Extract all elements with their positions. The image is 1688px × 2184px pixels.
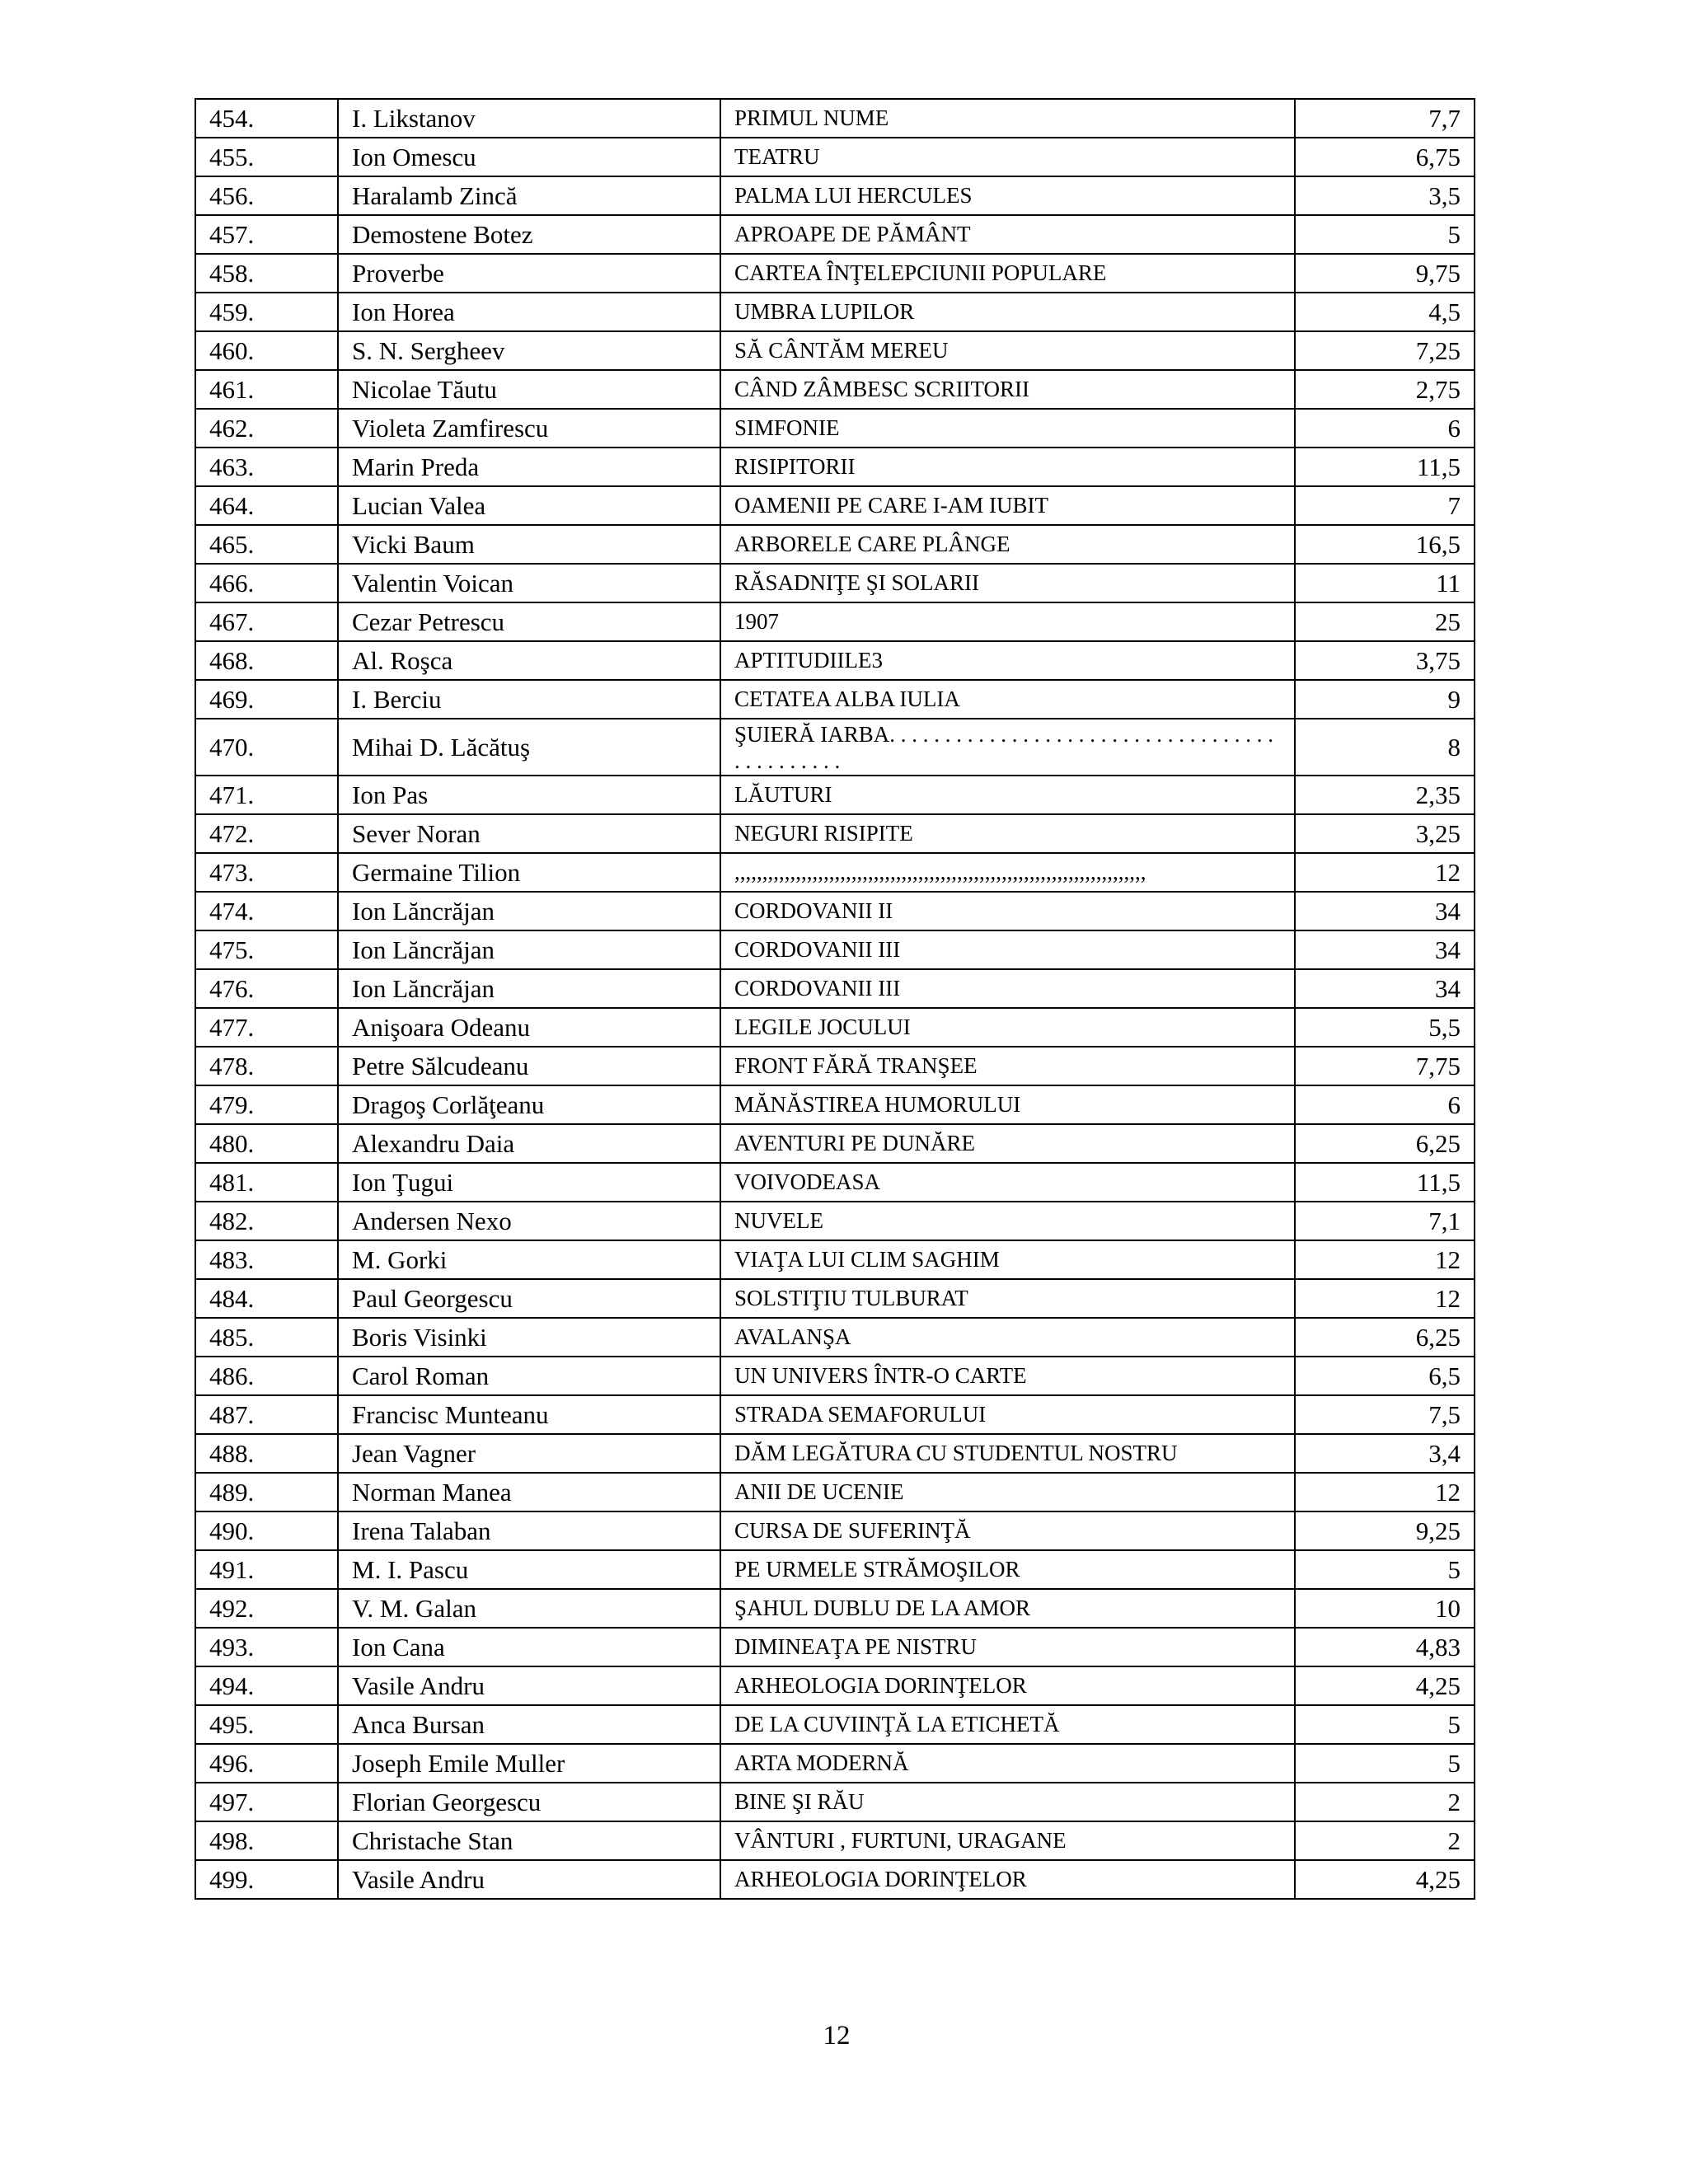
table-row xyxy=(195,331,1475,370)
title-cell: AVENTURI PE DUNĂRE xyxy=(720,1124,1295,1163)
table-row xyxy=(195,1628,1475,1666)
author-cell: Anişoara Odeanu xyxy=(338,1008,720,1047)
title-cell: SIMFONIE xyxy=(720,409,1295,448)
price-cell: 2 xyxy=(1295,1821,1475,1860)
price-cell: 12 xyxy=(1295,1279,1475,1318)
table-row xyxy=(195,1511,1475,1550)
row-number: 491. xyxy=(195,1550,338,1589)
table-row xyxy=(195,409,1475,448)
author-cell: Ion Lăncrăjan xyxy=(338,969,720,1008)
price-cell: 3,4 xyxy=(1295,1434,1475,1473)
row-number: 474. xyxy=(195,892,338,930)
title-cell: DE LA CUVIINŢĂ LA ETICHETĂ xyxy=(720,1705,1295,1744)
price-cell: 4,5 xyxy=(1295,293,1475,331)
price-cell: 7,1 xyxy=(1295,1202,1475,1240)
row-number: 466. xyxy=(195,564,338,602)
author-cell: Carol Roman xyxy=(338,1357,720,1395)
price-cell: 2,75 xyxy=(1295,370,1475,409)
author-cell: Ion Pas xyxy=(338,776,720,814)
author-cell: Cezar Petrescu xyxy=(338,602,720,641)
author-cell: Ion Horea xyxy=(338,293,720,331)
author-cell: I. Likstanov xyxy=(338,99,720,138)
title-cell: STRADA SEMAFORULUI xyxy=(720,1395,1295,1434)
price-cell: 34 xyxy=(1295,969,1475,1008)
row-number: 482. xyxy=(195,1202,338,1240)
author-cell: Vasile Andru xyxy=(338,1860,720,1899)
price-cell: 9,75 xyxy=(1295,254,1475,293)
row-number: 493. xyxy=(195,1628,338,1666)
price-cell: 7 xyxy=(1295,486,1475,525)
title-cell: ANII DE UCENIE xyxy=(720,1473,1295,1511)
table-row xyxy=(195,370,1475,409)
table-row xyxy=(195,1357,1475,1395)
table-row xyxy=(195,176,1475,215)
author-cell: V. M. Galan xyxy=(338,1589,720,1628)
table-row xyxy=(195,1434,1475,1473)
table-body xyxy=(195,99,1475,1899)
row-number: 490. xyxy=(195,1511,338,1550)
title-cell: CÂND ZÂMBESC SCRIITORII xyxy=(720,370,1295,409)
author-cell: Ion Omescu xyxy=(338,138,720,176)
row-number: 489. xyxy=(195,1473,338,1511)
price-cell: 4,83 xyxy=(1295,1628,1475,1666)
author-cell: Boris Visinki xyxy=(338,1318,720,1357)
price-cell: 11,5 xyxy=(1295,448,1475,486)
title-cell: NUVELE xyxy=(720,1202,1295,1240)
price-cell: 11,5 xyxy=(1295,1163,1475,1202)
table-row xyxy=(195,254,1475,293)
row-number: 455. xyxy=(195,138,338,176)
author-cell: Alexandru Daia xyxy=(338,1124,720,1163)
author-cell: S. N. Sergheev xyxy=(338,331,720,370)
price-cell: 3,75 xyxy=(1295,641,1475,680)
title-cell: AVALANŞA xyxy=(720,1318,1295,1357)
row-number: 485. xyxy=(195,1318,338,1357)
author-cell: Paul Georgescu xyxy=(338,1279,720,1318)
table-row xyxy=(195,853,1475,892)
author-cell: Nicolae Tăutu xyxy=(338,370,720,409)
price-cell: 10 xyxy=(1295,1589,1475,1628)
title-cell: 1907 xyxy=(720,602,1295,641)
author-cell: Dragoş Corlăţeanu xyxy=(338,1085,720,1124)
title-cell: CETATEA ALBA IULIA xyxy=(720,680,1295,719)
title-cell: VOIVODEASA xyxy=(720,1163,1295,1202)
price-cell: 16,5 xyxy=(1295,525,1475,564)
title-cell: SOLSTIŢIU TULBURAT xyxy=(720,1279,1295,1318)
table-row xyxy=(195,1550,1475,1589)
book-inventory-table xyxy=(195,98,1475,1900)
author-cell: Andersen Nexo xyxy=(338,1202,720,1240)
table-row xyxy=(195,1085,1475,1124)
price-cell: 6,75 xyxy=(1295,138,1475,176)
author-cell: Francisc Munteanu xyxy=(338,1395,720,1434)
author-cell: Ion Ţugui xyxy=(338,1163,720,1202)
title-cell: CURSA DE SUFERINŢĂ xyxy=(720,1511,1295,1550)
row-number: 459. xyxy=(195,293,338,331)
table-row xyxy=(195,814,1475,853)
author-cell: Joseph Emile Muller xyxy=(338,1744,720,1783)
table-row xyxy=(195,1202,1475,1240)
table-row xyxy=(195,1860,1475,1899)
price-cell: 12 xyxy=(1295,853,1475,892)
table-row xyxy=(195,564,1475,602)
table-row xyxy=(195,1318,1475,1357)
author-cell: Florian Georgescu xyxy=(338,1783,720,1821)
author-cell: Ion Lăncrăjan xyxy=(338,930,720,969)
row-number: 476. xyxy=(195,969,338,1008)
title-cell: OAMENII PE CARE I-AM IUBIT xyxy=(720,486,1295,525)
title-cell: APTITUDIILE3 xyxy=(720,641,1295,680)
price-cell: 6 xyxy=(1295,409,1475,448)
title-cell: BINE ŞI RĂU xyxy=(720,1783,1295,1821)
price-cell: 2,35 xyxy=(1295,776,1475,814)
table-row xyxy=(195,1705,1475,1744)
row-number: 488. xyxy=(195,1434,338,1473)
title-cell: PRIMUL NUME xyxy=(720,99,1295,138)
title-cell: CORDOVANII III xyxy=(720,930,1295,969)
title-cell: LĂUTURI xyxy=(720,776,1295,814)
price-cell: 12 xyxy=(1295,1240,1475,1279)
price-cell: 9 xyxy=(1295,680,1475,719)
price-cell: 25 xyxy=(1295,602,1475,641)
table-row xyxy=(195,680,1475,719)
price-cell: 6,25 xyxy=(1295,1124,1475,1163)
price-cell: 7,5 xyxy=(1295,1395,1475,1434)
row-number: 471. xyxy=(195,776,338,814)
row-number: 495. xyxy=(195,1705,338,1744)
author-cell: Violeta Zamfirescu xyxy=(338,409,720,448)
row-number: 467. xyxy=(195,602,338,641)
row-number: 470. xyxy=(195,719,338,776)
table-row xyxy=(195,215,1475,254)
table-row xyxy=(195,1124,1475,1163)
title-cell: DIMINEAŢA PE NISTRU xyxy=(720,1628,1295,1666)
price-cell: 3,5 xyxy=(1295,176,1475,215)
title-cell: CORDOVANII III xyxy=(720,969,1295,1008)
title-cell: ,,,,,,,,,,,,,,,,,,,,,,,,,,,,,,,,,,,,,,,,,,,,,,,,,,,,,,,,,,,,,,,,,,,,,,,,,, xyxy=(720,853,1295,892)
author-cell: Irena Talaban xyxy=(338,1511,720,1550)
title-cell: RISIPITORII xyxy=(720,448,1295,486)
author-cell: Christache Stan xyxy=(338,1821,720,1860)
author-cell: Sever Noran xyxy=(338,814,720,853)
title-cell: UN UNIVERS ÎNTR-O CARTE xyxy=(720,1357,1295,1395)
title-cell: PE URMELE STRĂMOŞILOR xyxy=(720,1550,1295,1589)
author-cell: Norman Manea xyxy=(338,1473,720,1511)
price-cell: 9,25 xyxy=(1295,1511,1475,1550)
price-cell: 7,75 xyxy=(1295,1047,1475,1085)
author-cell: Petre Sălcudeanu xyxy=(338,1047,720,1085)
price-cell: 5 xyxy=(1295,215,1475,254)
row-number: 486. xyxy=(195,1357,338,1395)
table-row xyxy=(195,1240,1475,1279)
table-row xyxy=(195,1395,1475,1434)
author-cell: Ion Cana xyxy=(338,1628,720,1666)
author-cell: Ion Lăncrăjan xyxy=(338,892,720,930)
table-row xyxy=(195,448,1475,486)
row-number: 499. xyxy=(195,1860,338,1899)
row-number: 477. xyxy=(195,1008,338,1047)
price-cell: 5 xyxy=(1295,1550,1475,1589)
row-number: 464. xyxy=(195,486,338,525)
author-cell: Marin Preda xyxy=(338,448,720,486)
price-cell: 5 xyxy=(1295,1744,1475,1783)
row-number: 468. xyxy=(195,641,338,680)
page-number: 12 xyxy=(823,2021,851,2050)
price-cell: 7,7 xyxy=(1295,99,1475,138)
table-row xyxy=(195,1279,1475,1318)
title-cell: ARHEOLOGIA DORINŢELOR xyxy=(720,1666,1295,1705)
price-cell: 2 xyxy=(1295,1783,1475,1821)
row-number: 463. xyxy=(195,448,338,486)
row-number: 484. xyxy=(195,1279,338,1318)
price-cell: 8 xyxy=(1295,719,1475,776)
table-row xyxy=(195,969,1475,1008)
title-cell: APROAPE DE PĂMÂNT xyxy=(720,215,1295,254)
title-cell: ŞAHUL DUBLU DE LA AMOR xyxy=(720,1589,1295,1628)
table-row xyxy=(195,1163,1475,1202)
author-cell: Vicki Baum xyxy=(338,525,720,564)
table-row xyxy=(195,1473,1475,1511)
table-row xyxy=(195,1047,1475,1085)
author-cell: Vasile Andru xyxy=(338,1666,720,1705)
table-row xyxy=(195,525,1475,564)
title-cell: ARHEOLOGIA DORINŢELOR xyxy=(720,1860,1295,1899)
table-row xyxy=(195,602,1475,641)
row-number: 487. xyxy=(195,1395,338,1434)
table-row xyxy=(195,641,1475,680)
row-number: 465. xyxy=(195,525,338,564)
author-cell: M. Gorki xyxy=(338,1240,720,1279)
title-cell: DĂM LEGĂTURA CU STUDENTUL NOSTRU xyxy=(720,1434,1295,1473)
row-number: 494. xyxy=(195,1666,338,1705)
row-number: 475. xyxy=(195,930,338,969)
table-row xyxy=(195,486,1475,525)
table-row xyxy=(195,1008,1475,1047)
title-cell: VÂNTURI , FURTUNI, URAGANE xyxy=(720,1821,1295,1860)
row-number: 462. xyxy=(195,409,338,448)
table-row xyxy=(195,99,1475,138)
title-cell: RĂSADNIŢE ŞI SOLARII xyxy=(720,564,1295,602)
title-cell: UMBRA LUPILOR xyxy=(720,293,1295,331)
price-cell: 7,25 xyxy=(1295,331,1475,370)
author-cell: Germaine Tilion xyxy=(338,853,720,892)
table-row xyxy=(195,930,1475,969)
table-row xyxy=(195,138,1475,176)
row-number: 498. xyxy=(195,1821,338,1860)
price-cell: 12 xyxy=(1295,1473,1475,1511)
row-number: 497. xyxy=(195,1783,338,1821)
author-cell: Jean Vagner xyxy=(338,1434,720,1473)
price-cell: 34 xyxy=(1295,930,1475,969)
price-cell: 34 xyxy=(1295,892,1475,930)
title-cell: FRONT FĂRĂ TRANŞEE xyxy=(720,1047,1295,1085)
row-number: 479. xyxy=(195,1085,338,1124)
table-row xyxy=(195,1744,1475,1783)
title-cell: TEATRU xyxy=(720,138,1295,176)
price-cell: 6,25 xyxy=(1295,1318,1475,1357)
author-cell: Lucian Valea xyxy=(338,486,720,525)
price-cell: 3,25 xyxy=(1295,814,1475,853)
author-cell: Proverbe xyxy=(338,254,720,293)
title-cell: LEGILE JOCULUI xyxy=(720,1008,1295,1047)
row-number: 481. xyxy=(195,1163,338,1202)
price-cell: 5 xyxy=(1295,1705,1475,1744)
row-number: 469. xyxy=(195,680,338,719)
table-row xyxy=(195,1666,1475,1705)
price-cell: 6,5 xyxy=(1295,1357,1475,1395)
author-cell: I. Berciu xyxy=(338,680,720,719)
table-row xyxy=(195,1589,1475,1628)
row-number: 456. xyxy=(195,176,338,215)
row-number: 461. xyxy=(195,370,338,409)
author-cell: M. I. Pascu xyxy=(338,1550,720,1589)
row-number: 458. xyxy=(195,254,338,293)
title-cell: ARBORELE CARE PLÂNGE xyxy=(720,525,1295,564)
table-row xyxy=(195,1783,1475,1821)
price-cell: 4,25 xyxy=(1295,1860,1475,1899)
price-cell: 11 xyxy=(1295,564,1475,602)
author-cell: Mihai D. Lăcătuş xyxy=(338,719,720,776)
price-cell: 6 xyxy=(1295,1085,1475,1124)
row-number: 478. xyxy=(195,1047,338,1085)
table-row xyxy=(195,293,1475,331)
author-cell: Demostene Botez xyxy=(338,215,720,254)
title-cell: VIAŢA LUI CLIM SAGHIM xyxy=(720,1240,1295,1279)
title-cell: CORDOVANII II xyxy=(720,892,1295,930)
row-number: 480. xyxy=(195,1124,338,1163)
price-cell: 5,5 xyxy=(1295,1008,1475,1047)
table-row xyxy=(195,719,1475,776)
row-number: 472. xyxy=(195,814,338,853)
author-cell: Al. Roşca xyxy=(338,641,720,680)
row-number: 496. xyxy=(195,1744,338,1783)
author-cell: Haralamb Zincă xyxy=(338,176,720,215)
row-number: 460. xyxy=(195,331,338,370)
author-cell: Valentin Voican xyxy=(338,564,720,602)
row-number: 483. xyxy=(195,1240,338,1279)
row-number: 473. xyxy=(195,853,338,892)
title-cell: ARTA MODERNĂ xyxy=(720,1744,1295,1783)
author-cell: Anca Bursan xyxy=(338,1705,720,1744)
table-row xyxy=(195,776,1475,814)
price-cell: 4,25 xyxy=(1295,1666,1475,1705)
row-number: 492. xyxy=(195,1589,338,1628)
title-cell: ŞUIERĂ IARBA. . . . . . . . . . . . . . . . . . . . . . . . . . . . . . . . . . . . . . . . . . . . . xyxy=(720,719,1295,776)
table-row xyxy=(195,1821,1475,1860)
title-cell: NEGURI RISIPITE xyxy=(720,814,1295,853)
title-cell: CARTEA ÎNŢELEPCIUNII POPULARE xyxy=(720,254,1295,293)
row-number: 454. xyxy=(195,99,338,138)
title-cell: MĂNĂSTIREA HUMORULUI xyxy=(720,1085,1295,1124)
title-cell: PALMA LUI HERCULES xyxy=(720,176,1295,215)
table-row xyxy=(195,892,1475,930)
row-number: 457. xyxy=(195,215,338,254)
title-cell: SĂ CÂNTĂM MEREU xyxy=(720,331,1295,370)
